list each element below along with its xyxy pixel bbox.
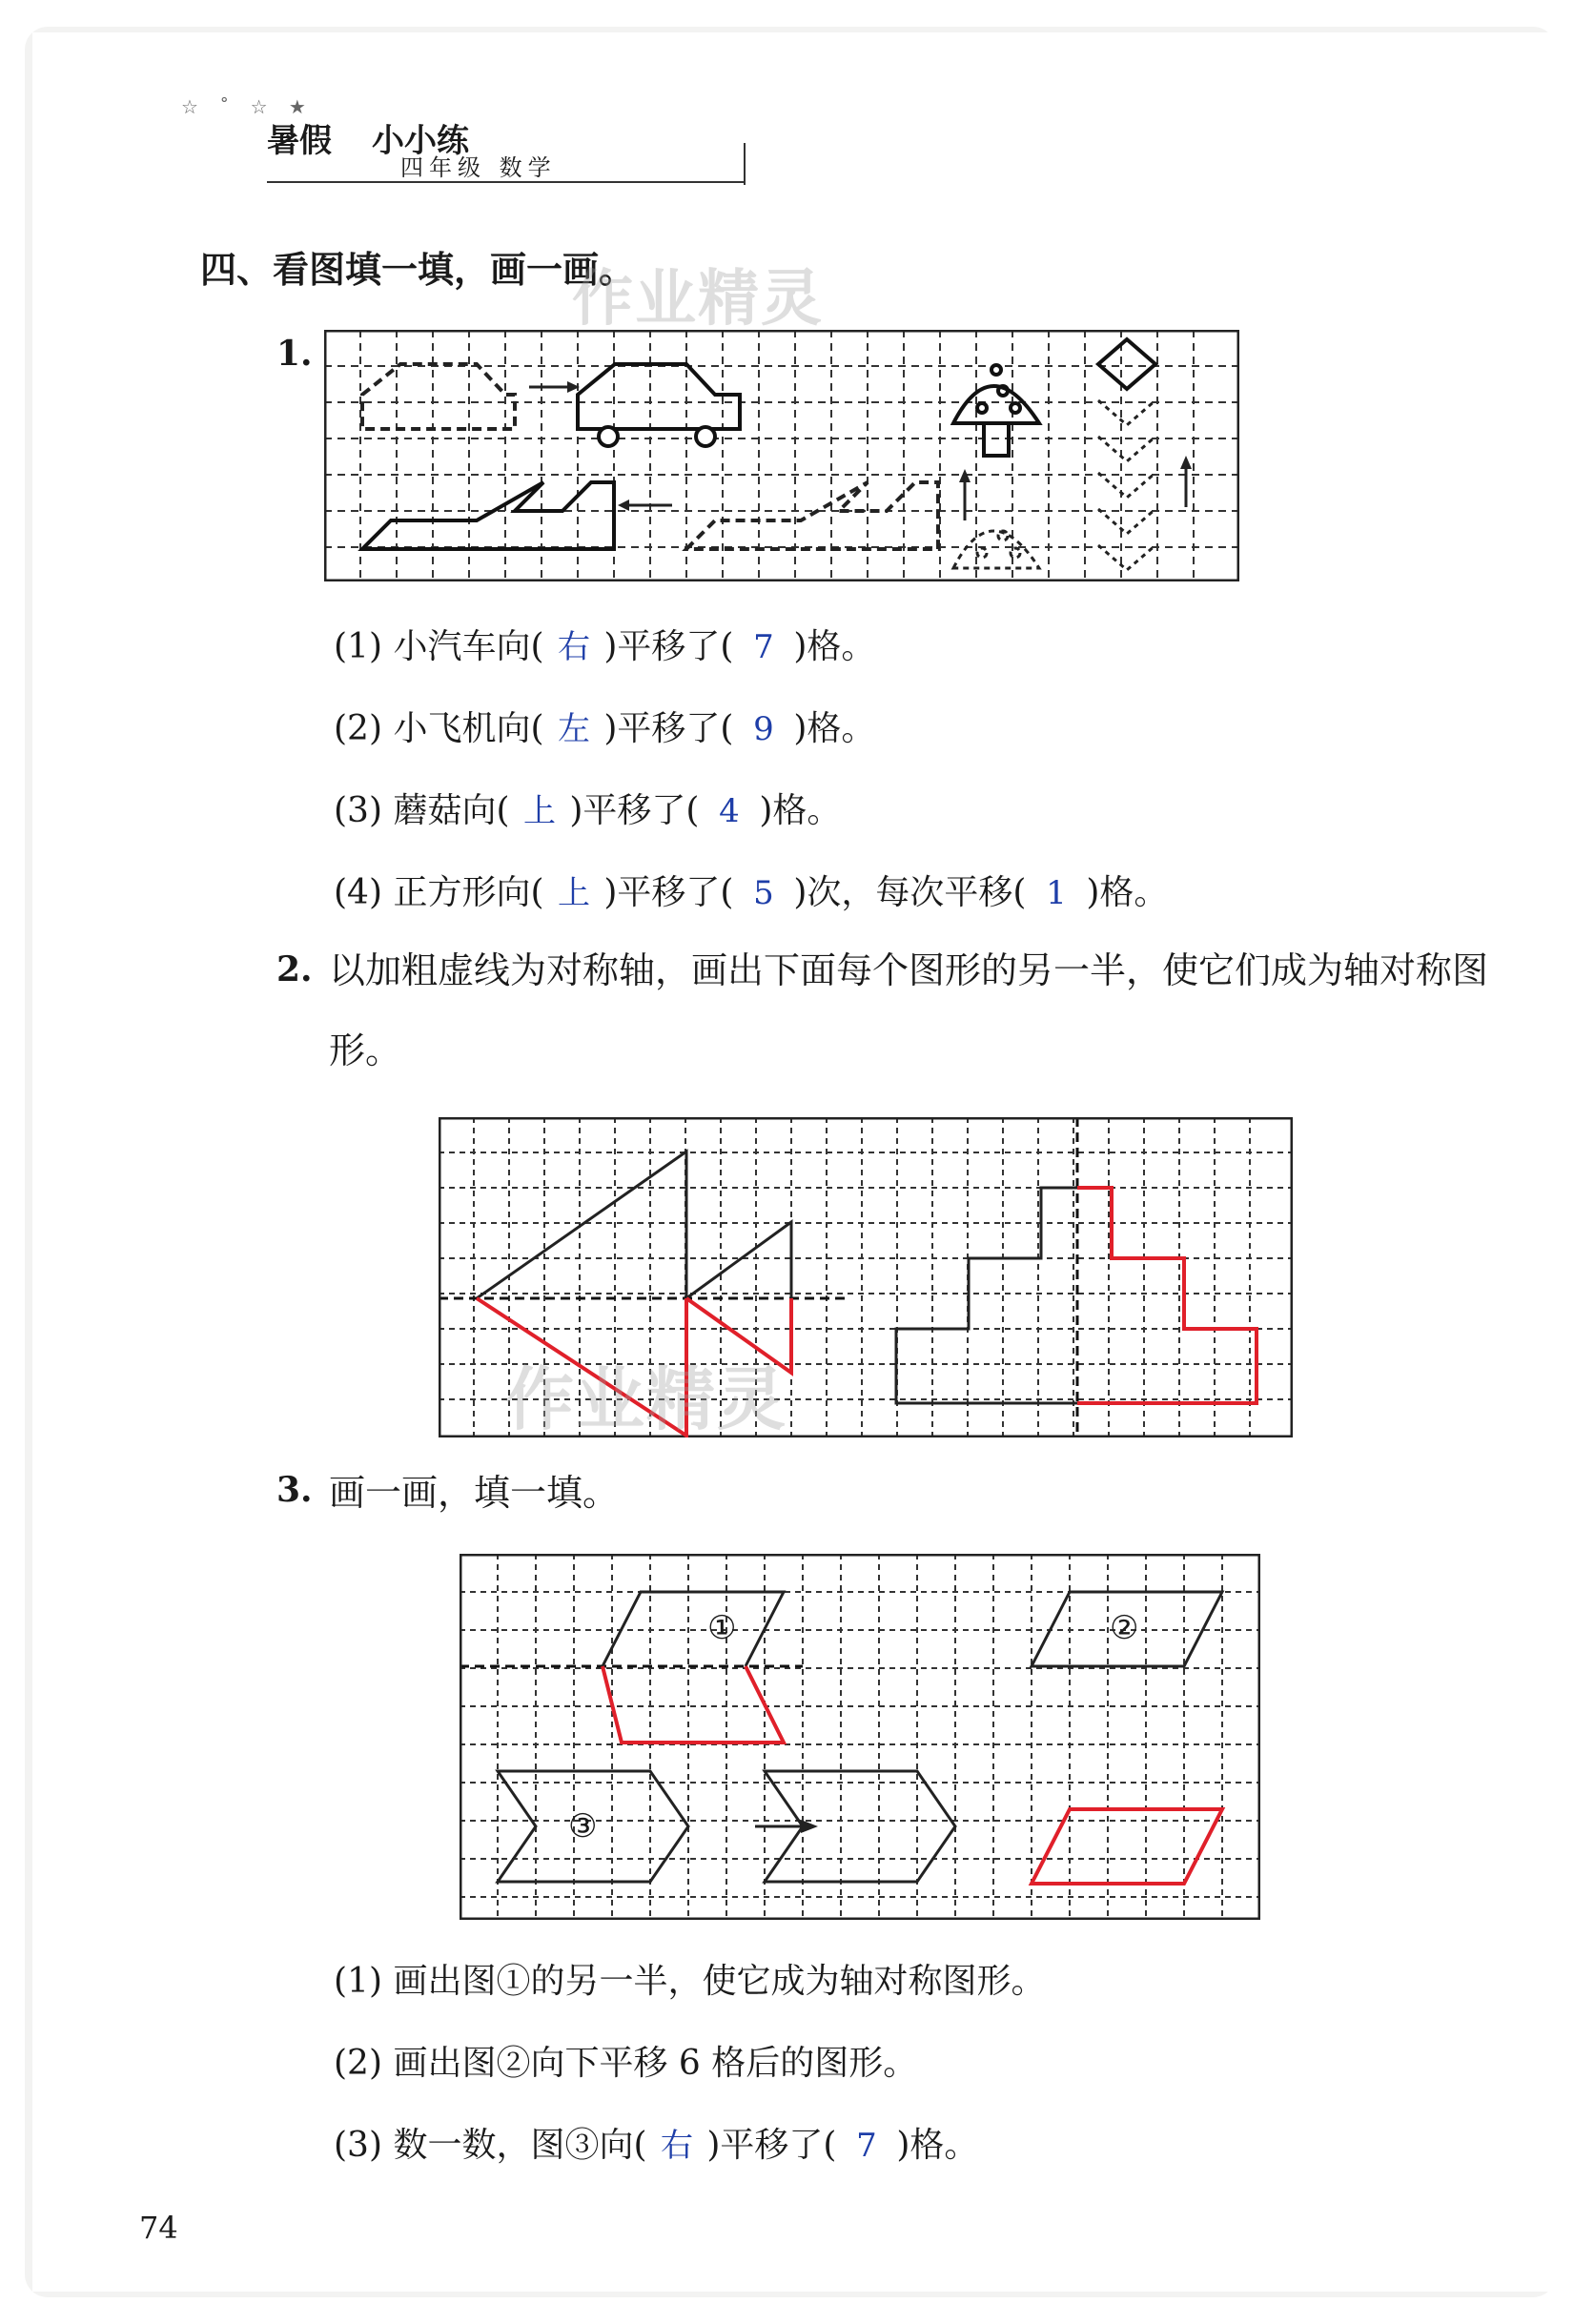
header-rule xyxy=(267,181,744,183)
label-2: ② xyxy=(1110,1609,1139,1647)
mushroom-translated xyxy=(953,365,1039,456)
q3-text: 画一画，填一填。 xyxy=(329,1472,620,1514)
stars-decoration: ☆ ˚ ☆ ★ xyxy=(181,95,314,118)
page-number: 74 xyxy=(139,2210,178,2246)
watermark-2: 作业精灵 xyxy=(505,1359,788,1439)
q3-item-2: (2) 画出图②向下平移 6 格后的图形。 xyxy=(334,2044,918,2083)
figure-1-drawn xyxy=(603,1666,784,1743)
answer-blank: 4 xyxy=(719,792,740,830)
plane-translated xyxy=(362,482,614,549)
q2-number: 2. xyxy=(276,949,313,989)
car-original xyxy=(362,364,515,429)
q1-item-4: (4) 正方形向( 上 )平移了( 5 )次，每次平移( 1 )格。 xyxy=(334,866,1168,914)
book-title: 暑假 xyxy=(267,122,332,160)
answer-blank: 5 xyxy=(753,874,774,912)
answer-blank: 1 xyxy=(1046,874,1067,912)
q3-item-1: (1) 画出图①的另一半，使它成为轴对称图形。 xyxy=(334,1962,1046,2001)
watermark: 作业精灵 xyxy=(572,264,824,335)
answer-blank: 上 xyxy=(557,874,590,912)
staircase-half xyxy=(896,1188,1077,1403)
q1-item-2: (2) 小飞机向( 左 )平移了( 9 )格。 xyxy=(334,702,875,750)
q3-number: 3. xyxy=(276,1470,313,1510)
answer-blank: 7 xyxy=(856,2127,877,2165)
q1-grid-figure xyxy=(324,330,1239,581)
answer-blank: 7 xyxy=(753,628,774,666)
plane-original xyxy=(686,482,938,549)
q1-item-3: (3) 蘑菇向( 上 )平移了( 4 )格。 xyxy=(334,784,841,832)
square-trail xyxy=(1098,400,1155,570)
staircase-drawn xyxy=(1077,1188,1257,1403)
square-translated xyxy=(1098,339,1155,389)
q1-item-1: (1) 小汽车向( 右 )平移了( 7 )格。 xyxy=(334,620,875,668)
q2-text: 以加粗虚线为对称轴，画出下面每个图形的另一半，使它们成为轴对称图形。 xyxy=(329,949,1489,1071)
answer-blank: 9 xyxy=(753,710,774,748)
answer-blank: 左 xyxy=(557,710,590,748)
answer-blank: 右 xyxy=(557,628,590,666)
answer-blank: 右 xyxy=(660,2127,693,2165)
section-title: 四、看图填一填，画一画。 xyxy=(200,249,636,291)
book-title-2: 小小练 xyxy=(372,122,469,160)
small-triangle-half xyxy=(686,1222,791,1298)
q3-grid-figure xyxy=(460,1554,1260,1920)
header-vrule xyxy=(744,143,746,185)
book-header xyxy=(181,86,582,191)
car-translated xyxy=(578,364,740,446)
mushroom-original xyxy=(953,531,1039,568)
label-1: ① xyxy=(707,1609,737,1647)
answer-blank: 上 xyxy=(522,792,556,830)
q1-number: 1. xyxy=(276,334,313,374)
q3-item-3: (3) 数一数，图③向( 右 )平移了( 7 )格。 xyxy=(334,2118,978,2167)
book-subtitle: 四年级 数学 xyxy=(400,154,557,181)
label-3: ③ xyxy=(568,1807,598,1845)
